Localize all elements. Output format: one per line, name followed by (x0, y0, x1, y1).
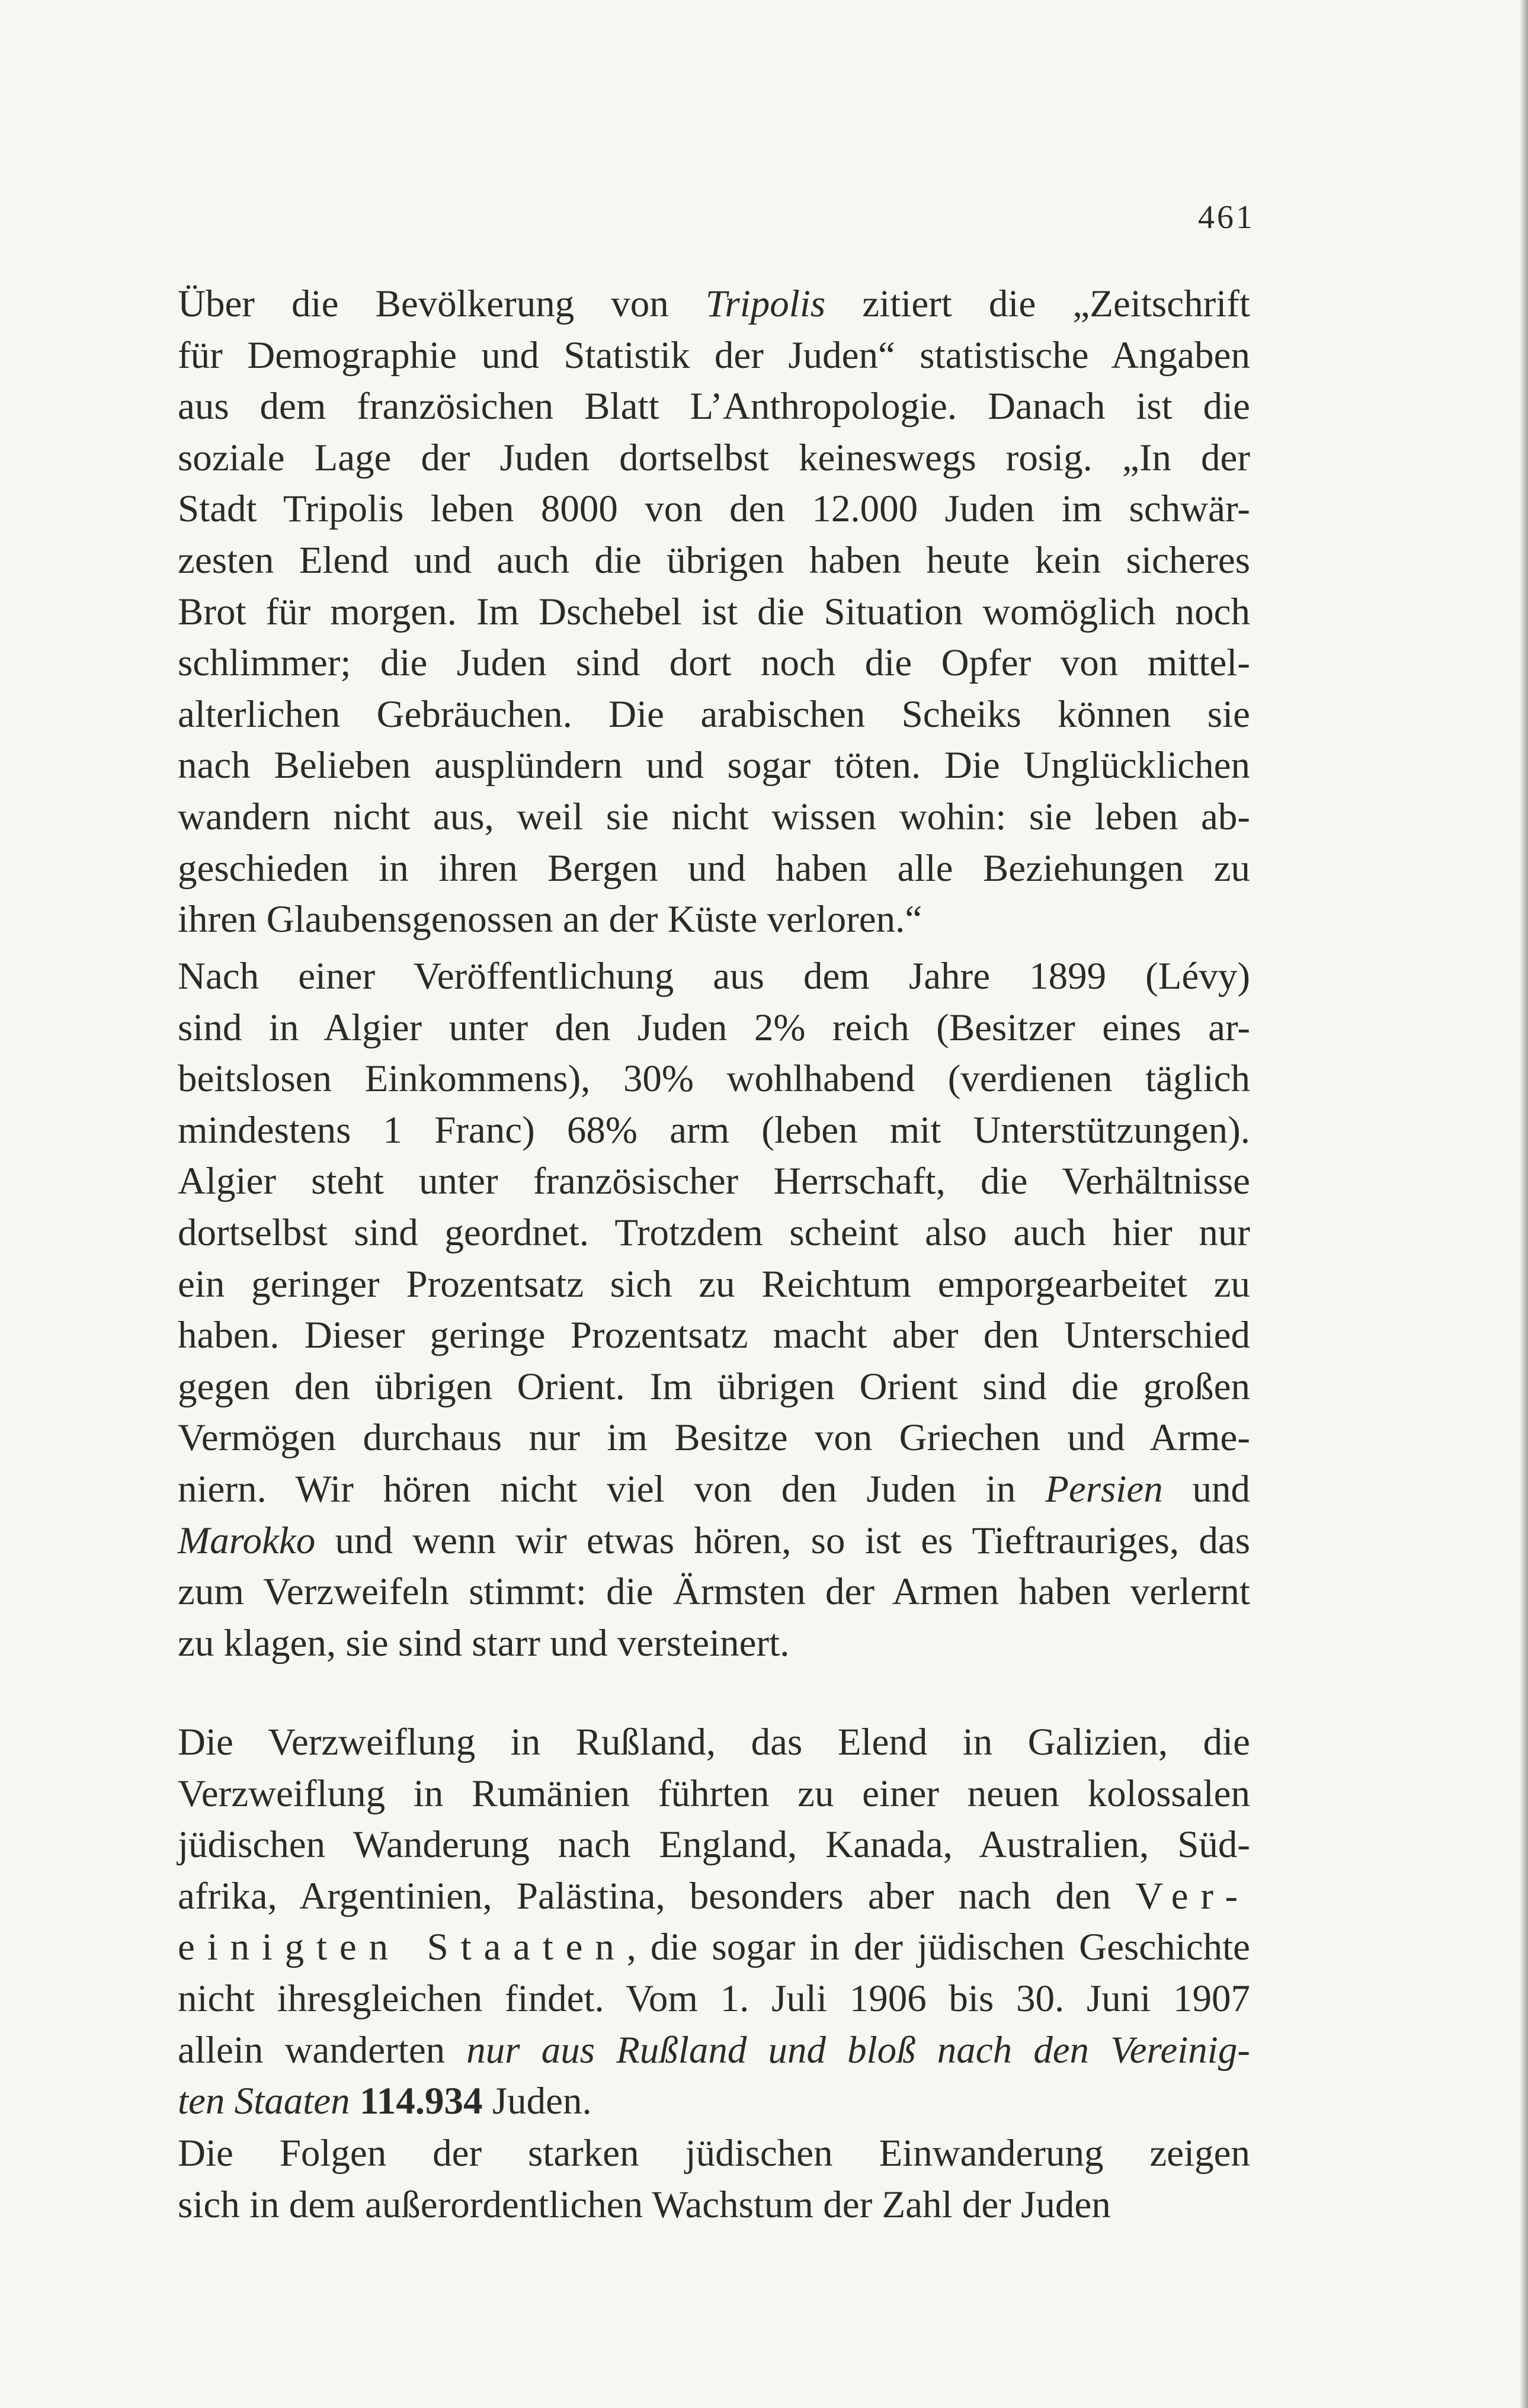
italic-text: nur aus Rußland und bloß nach den Vereinig- (466, 2028, 1250, 2072)
text-line (178, 278, 1250, 330)
text-line (178, 1002, 1250, 1054)
text-run: beitslosen Einkommens), 30% wohlhabend (verdienen täglich (178, 1057, 1250, 1101)
text-run: Juden. (482, 2080, 592, 2123)
text-run: nicht ihresgleichen findet. Vom 1. Juli 1906 bis 30. Juni 1907 (178, 1977, 1250, 2020)
text-line (178, 1819, 1250, 1871)
text-run: Verzweiflung in Rumänien führten zu einer neuen kolossalen (178, 1772, 1250, 1815)
italic-text: Tripolis (705, 283, 826, 325)
text-run: Stadt Tripolis leben 8000 von den 12.000 Juden im schwär- (178, 488, 1250, 531)
text-line (178, 381, 1250, 432)
text-line (178, 1464, 1250, 1515)
text-line (178, 330, 1250, 381)
text-run: soziale Lage der Juden dortselbst keineswegs rosig. „In der (178, 436, 1250, 479)
text-run: schlimmer; die Juden sind dort noch die Opfer von mittel- (178, 642, 1250, 685)
text-run: Nach einer Veröffentlichung aus dem Jahre 1899 (Lévy) (178, 955, 1250, 998)
text-run: jüdischen Wanderung nach England, Kanada, Australien, Süd- (178, 1823, 1250, 1867)
bold-text: 114.934 (359, 2080, 483, 2123)
text-line (178, 1768, 1250, 1820)
paragraph-1 (178, 278, 1250, 945)
text-line (178, 1618, 1250, 1669)
spaced-text: einigten Staaten (178, 1926, 627, 1969)
text-run: sind in Algier unter den Juden 2% reich (Besitzer eines ar- (178, 1006, 1250, 1049)
text-line (178, 1207, 1250, 1259)
text-run: ein geringer Prozentsatz sich zu Reichtum emporgearbeitet zu (178, 1262, 1250, 1306)
text-line (178, 689, 1250, 740)
text-run: Die Verzweiflung in Rußland, das Elend in Galizien, die (178, 1721, 1250, 1763)
text-line (178, 2076, 1250, 2127)
text-run: sich in dem außerordentlichen Wachstum der Zahl der Juden (178, 2183, 1111, 2226)
text-line (178, 791, 1250, 843)
italic-text: Marokko (178, 1519, 316, 1562)
text-run: allein wanderten (178, 2028, 467, 2072)
text-line (178, 1310, 1250, 1361)
text-line (178, 894, 1250, 945)
text-run: Die Folgen der starken jüdischen Einwanderung zeigen (178, 2132, 1250, 2175)
text-line (178, 1105, 1250, 1156)
text-run: afrika, Argentinien, Palästina, besonders aber nach den (178, 1874, 1136, 1918)
text-run: haben. Dieser geringe Prozentsatz macht aber den Unterschied (178, 1314, 1250, 1357)
text-run: und (1162, 1467, 1251, 1511)
text-line (178, 1566, 1250, 1618)
text-run: , die sogar in der jüdischen Geschichte (626, 1926, 1251, 1969)
text-run: zesten Elend und auch die übrigen haben heute kein sicheres (178, 538, 1250, 582)
text-run: dortselbst sind geordnet. Trotzdem scheint also auch hier nur (178, 1211, 1250, 1254)
text-line (178, 637, 1250, 689)
paragraph-4 (178, 2128, 1250, 2230)
italic-text: ten Staaten (178, 2080, 350, 2123)
paragraph-2 (178, 951, 1250, 1669)
text-line (178, 432, 1250, 484)
text-line (178, 2128, 1250, 2179)
text-run: zum Verzweifeln stimmt: die Ärmsten der Armen haben verlernt (178, 1570, 1250, 1614)
text-run: aus dem französichen Blatt L’Anthropologie. Danach ist die (178, 385, 1250, 428)
text-line (178, 1361, 1250, 1413)
text-line (178, 1515, 1250, 1567)
text-line (178, 586, 1250, 638)
text-line (178, 2025, 1250, 2076)
text-line (178, 1412, 1250, 1464)
text-run: geschieden in ihren Bergen und haben alle Beziehungen zu (178, 847, 1250, 890)
text-line (178, 951, 1250, 1002)
text-run: und wenn wir etwas hören, so ist es Tieftrauriges, das (315, 1519, 1250, 1562)
text-line (178, 1973, 1250, 2025)
text-run: Algier steht unter französischer Herrschaft, die Verhältnisse (178, 1160, 1250, 1203)
text-line (178, 740, 1250, 791)
text-run: wandern nicht aus, weil sie nicht wissen wohin: sie leben ab- (178, 795, 1250, 838)
text-line (178, 1156, 1250, 1207)
text-line (178, 1053, 1250, 1105)
page-edge-shadow (1520, 0, 1528, 2408)
italic-text: Persien (1045, 1467, 1163, 1511)
text-line (178, 1717, 1250, 1768)
text-run: Über die Bevölkerung von (178, 283, 706, 325)
text-line (178, 483, 1250, 535)
text-run: nach Belieben ausplündern und sogar töten. Die Unglücklichen (178, 744, 1250, 787)
spaced-text: Ver- (1135, 1874, 1250, 1918)
text-run: niern. Wir hören nicht viel von den Juden in (178, 1467, 1046, 1511)
text-line (178, 1922, 1250, 1973)
text-line (178, 1259, 1250, 1310)
text-line (178, 2179, 1250, 2231)
text-run: Vermögen durchaus nur im Besitze von Griechen und Arme- (178, 1416, 1250, 1460)
text-line (178, 843, 1250, 894)
text-run: für Demographie und Statistik der Juden“ statistische Angaben (178, 334, 1250, 377)
text-run: gegen den übrigen Orient. Im übrigen Orient sind die großen (178, 1365, 1250, 1408)
text-run: alterlichen Gebräuchen. Die arabischen Scheiks können sie (178, 692, 1250, 736)
text-run: zitiert die „Zeitschrift (825, 283, 1250, 325)
text-run (350, 2080, 360, 2122)
text-run: mindestens 1 Franc) 68% arm (leben mit Unterstützungen). (178, 1108, 1250, 1152)
text-run: zu klagen, sie sind starr und versteinert. (178, 1621, 790, 1665)
text-line (178, 535, 1250, 586)
paragraph-3 (178, 1717, 1250, 2127)
text-run: Brot für morgen. Im Dschebel ist die Situation womöglich noch (178, 590, 1250, 633)
page-number: 461 (1198, 199, 1255, 236)
text-line (178, 1871, 1250, 1922)
text-run: ihren Glaubensgenossen an der Küste verloren.“ (178, 898, 922, 941)
